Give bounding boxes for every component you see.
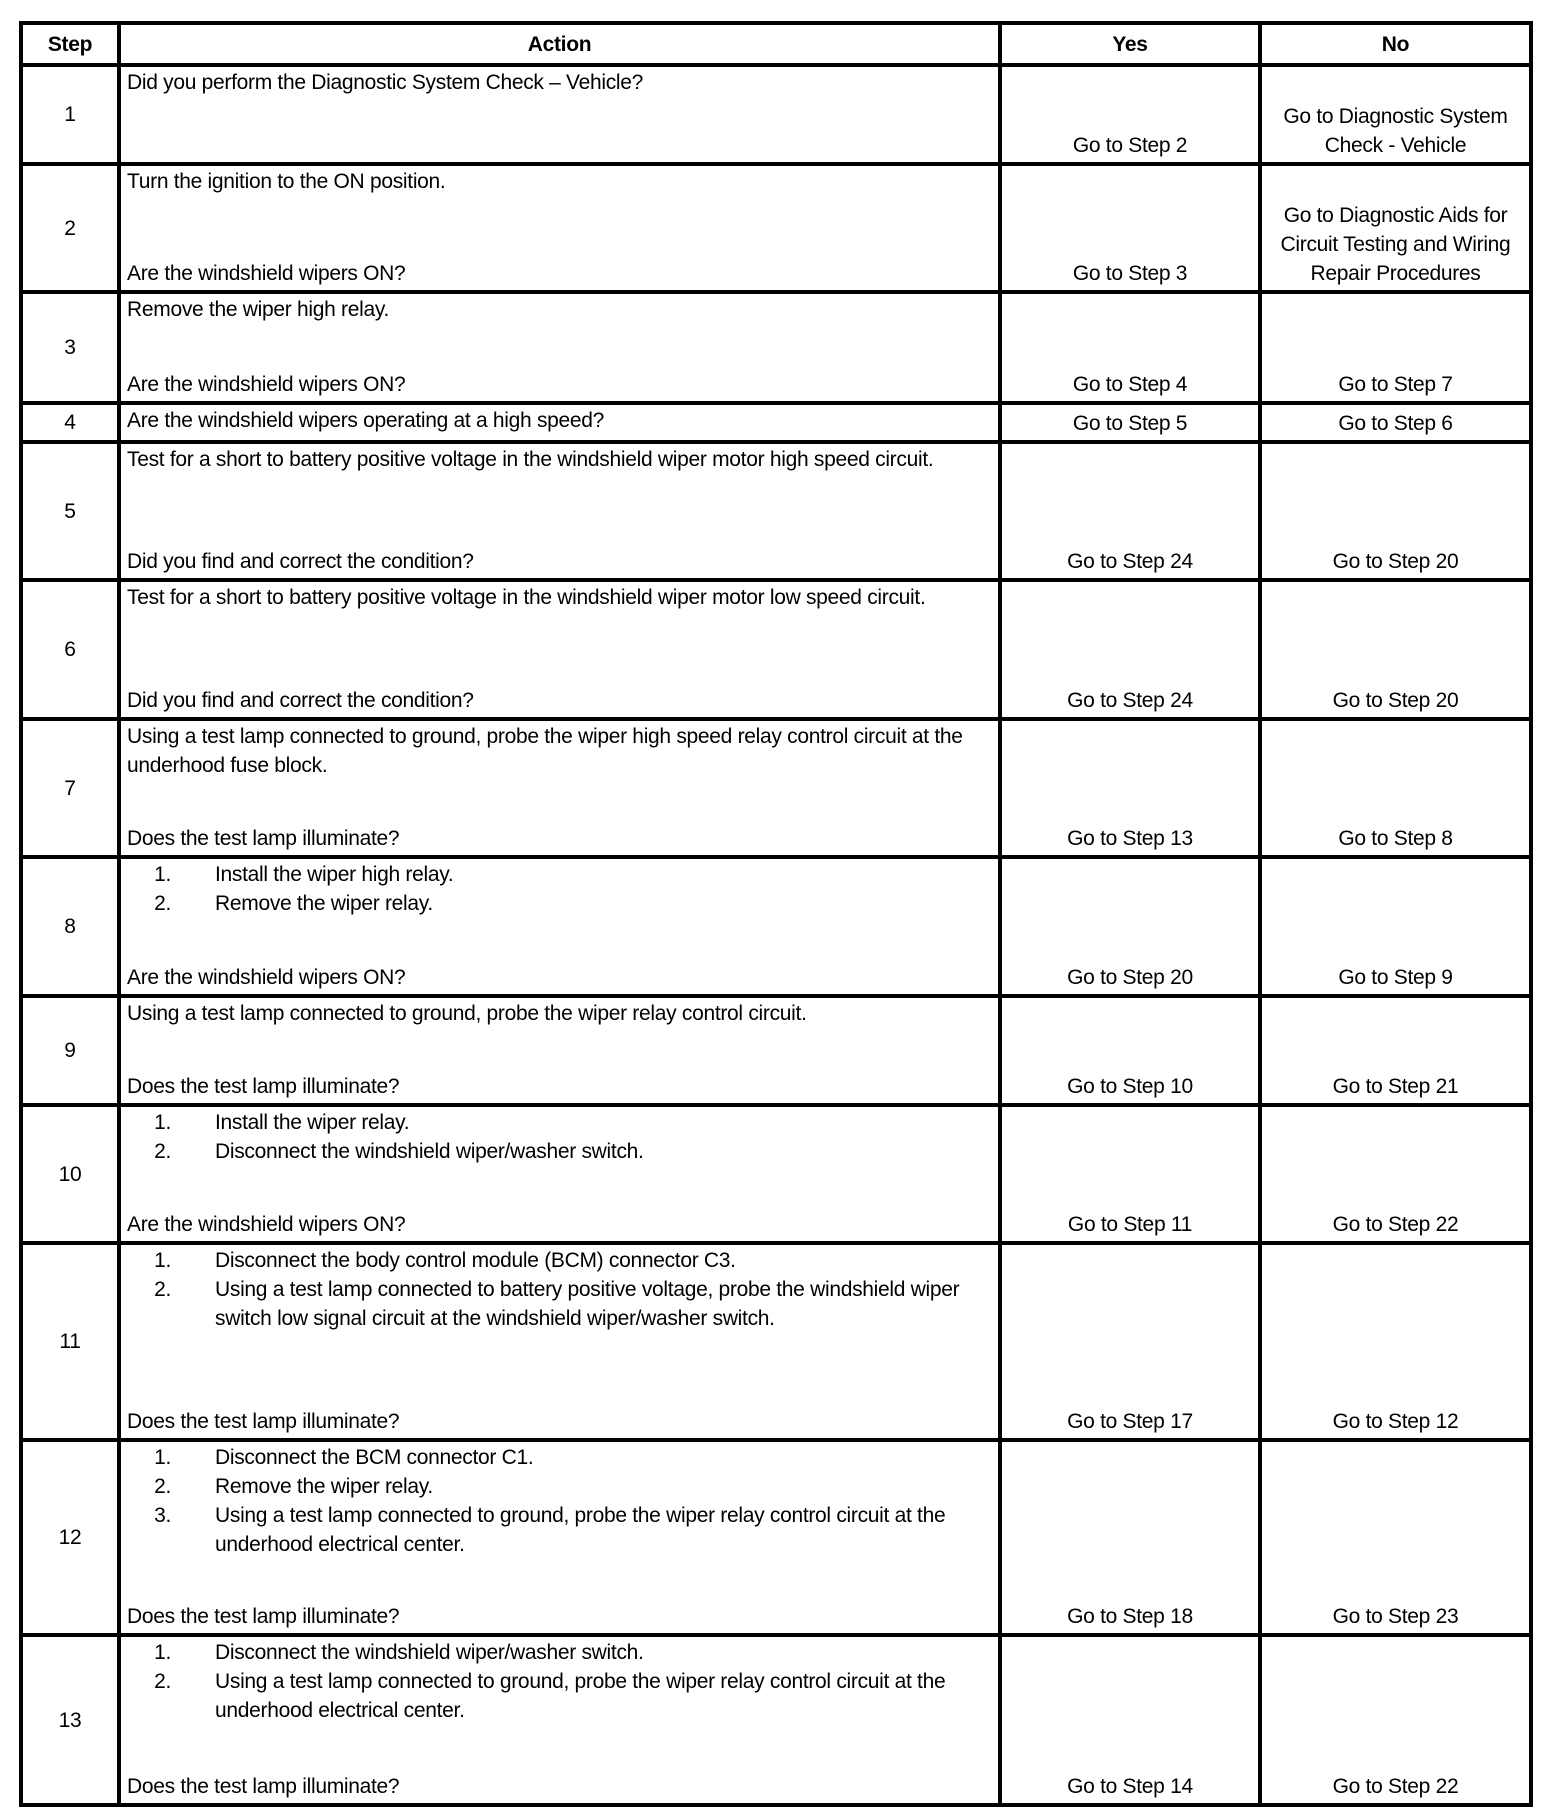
action-content <box>127 68 992 160</box>
no-result: Go to Step 21 <box>1260 996 1531 1105</box>
action-text: Using a test lamp connected to ground, probe the wiper relay control circuit. <box>127 1002 807 1025</box>
action-cell <box>119 1635 1000 1805</box>
action-step-item: 1. Disconnect the BCM connector C1. <box>171 1443 992 1472</box>
yes-result: Go to Step 17 <box>1000 1243 1260 1440</box>
yes-result: Go to Step 5 <box>1000 403 1260 442</box>
action-instructions <box>127 1108 992 1166</box>
action-question: Does the test lamp illuminate? <box>127 1410 400 1433</box>
yes-result: Go to Step 24 <box>1000 442 1260 580</box>
no-result: Go to Step 23 <box>1260 1440 1531 1635</box>
action-cell <box>119 1440 1000 1635</box>
action-text: Remove the wiper high relay. <box>127 298 390 321</box>
action-steps-list <box>127 1108 992 1166</box>
no-result: Go to Step 12 <box>1260 1243 1531 1440</box>
step-number: 8 <box>21 857 119 996</box>
action-question: Does the test lamp illuminate? <box>127 827 400 850</box>
table-row <box>21 580 1531 719</box>
no-result: Go to Diagnostic Aids for Circuit Testing and Wiring Repair Procedures <box>1260 164 1531 292</box>
action-cell <box>119 65 1000 164</box>
yes-result: Go to Step 2 <box>1000 65 1260 164</box>
step-number: 9 <box>21 996 119 1105</box>
yes-result: Go to Step 4 <box>1000 292 1260 403</box>
table-row <box>21 403 1531 442</box>
action-instructions <box>127 583 992 612</box>
action-text: Turn the ignition to the ON position. <box>127 170 446 193</box>
table-row <box>21 857 1531 996</box>
header-row <box>21 23 1531 65</box>
no-result: Go to Step 20 <box>1260 580 1531 719</box>
action-text: Using a test lamp connected to ground, probe the wiper high speed relay control circuit at the underhood fuse block. <box>127 725 963 777</box>
action-cell <box>119 996 1000 1105</box>
no-result: Go to Step 6 <box>1260 403 1531 442</box>
action-instructions <box>127 860 992 918</box>
action-question: Does the test lamp illuminate? <box>127 1075 400 1098</box>
step-number: 2 <box>21 164 119 292</box>
table-body <box>21 65 1531 1805</box>
action-question: Does the test lamp illuminate? <box>127 1775 400 1798</box>
action-step-item: 2. Remove the wiper relay. <box>171 1472 992 1501</box>
action-cell <box>119 442 1000 580</box>
action-question: Are the windshield wipers ON? <box>127 262 406 285</box>
yes-result: Go to Step 11 <box>1000 1105 1260 1243</box>
step-number: 10 <box>21 1105 119 1243</box>
action-question: Are the windshield wipers ON? <box>127 373 406 396</box>
table-row <box>21 1440 1531 1635</box>
step-number: 13 <box>21 1635 119 1805</box>
action-step-item: 1. Disconnect the windshield wiper/washer switch. <box>171 1638 992 1667</box>
action-question: Are the windshield wipers ON? <box>127 1213 406 1236</box>
action-text: Test for a short to battery positive voltage in the windshield wiper motor low speed circuit. <box>127 586 926 609</box>
diagnostic-table <box>19 21 1533 1807</box>
yes-result: Go to Step 14 <box>1000 1635 1260 1805</box>
action-step-item: 2. Remove the wiper relay. <box>171 889 992 918</box>
table-row <box>21 719 1531 857</box>
action-cell <box>119 164 1000 292</box>
step-number: 3 <box>21 292 119 403</box>
table-row <box>21 442 1531 580</box>
action-cell <box>119 1243 1000 1440</box>
action-text: Did you perform the Diagnostic System Check – Vehicle? <box>127 71 644 94</box>
action-content <box>127 406 992 438</box>
action-steps-list <box>127 1638 992 1725</box>
action-question: Are the windshield wipers operating at a high speed? <box>127 409 605 432</box>
action-question: Are the windshield wipers ON? <box>127 966 406 989</box>
header-action: Action <box>119 23 1000 65</box>
action-content <box>127 1108 992 1239</box>
action-steps-list <box>127 860 992 918</box>
action-text: Test for a short to battery positive voltage in the windshield wiper motor high speed circuit. <box>127 448 934 471</box>
header-no: No <box>1260 23 1531 65</box>
yes-result: Go to Step 3 <box>1000 164 1260 292</box>
action-instructions <box>127 1246 992 1333</box>
action-instructions <box>127 445 992 474</box>
action-question: Does the test lamp illuminate? <box>127 1605 400 1628</box>
table-row <box>21 292 1531 403</box>
action-instructions <box>127 999 992 1028</box>
action-question: Did you find and correct the condition? <box>127 550 474 573</box>
yes-result: Go to Step 10 <box>1000 996 1260 1105</box>
action-cell <box>119 719 1000 857</box>
action-content <box>127 860 992 992</box>
action-content <box>127 1638 992 1801</box>
yes-result: Go to Step 18 <box>1000 1440 1260 1635</box>
table-row <box>21 1243 1531 1440</box>
table-row <box>21 1635 1531 1805</box>
action-content <box>127 167 992 288</box>
action-cell <box>119 403 1000 442</box>
action-instructions <box>127 1443 992 1559</box>
action-instructions <box>127 295 992 324</box>
step-number: 12 <box>21 1440 119 1635</box>
no-result: Go to Step 7 <box>1260 292 1531 403</box>
action-step-item: 2. Disconnect the windshield wiper/washer switch. <box>171 1137 992 1166</box>
action-step-item: 1. Install the wiper high relay. <box>171 860 992 889</box>
action-instructions <box>127 722 992 780</box>
yes-result: Go to Step 13 <box>1000 719 1260 857</box>
step-number: 11 <box>21 1243 119 1440</box>
action-step-item: 2. Using a test lamp connected to ground, probe the wiper relay control circuit at the underhood electrical center. <box>171 1667 992 1725</box>
action-instructions <box>127 167 992 196</box>
step-number: 7 <box>21 719 119 857</box>
step-number: 1 <box>21 65 119 164</box>
action-instructions <box>127 1638 992 1725</box>
action-content <box>127 1246 992 1436</box>
step-number: 5 <box>21 442 119 580</box>
action-content <box>127 999 992 1101</box>
action-content <box>127 295 992 399</box>
action-step-item: 3. Using a test lamp connected to ground, probe the wiper relay control circuit at the underhood electrical center. <box>171 1501 992 1559</box>
step-number: 6 <box>21 580 119 719</box>
action-content <box>127 1443 992 1631</box>
action-cell <box>119 292 1000 403</box>
no-result: Go to Step 9 <box>1260 857 1531 996</box>
no-result: Go to Step 20 <box>1260 442 1531 580</box>
action-step-item: 2. Using a test lamp connected to battery positive voltage, probe the windshield wiper switch low signal circuit at the windshield wiper/washer switch. <box>171 1275 992 1333</box>
step-number: 4 <box>21 403 119 442</box>
yes-result: Go to Step 24 <box>1000 580 1260 719</box>
action-step-item: 1. Disconnect the body control module (BCM) connector C3. <box>171 1246 992 1275</box>
action-cell <box>119 857 1000 996</box>
no-result: Go to Step 22 <box>1260 1105 1531 1243</box>
no-result: Go to Step 22 <box>1260 1635 1531 1805</box>
yes-result: Go to Step 20 <box>1000 857 1260 996</box>
action-content <box>127 445 992 576</box>
action-content <box>127 722 992 853</box>
action-instructions <box>127 68 992 97</box>
action-steps-list <box>127 1246 992 1333</box>
action-cell <box>119 580 1000 719</box>
header-step: Step <box>21 23 119 65</box>
table-row <box>21 996 1531 1105</box>
action-question: Did you find and correct the condition? <box>127 689 474 712</box>
header-yes: Yes <box>1000 23 1260 65</box>
table-row <box>21 65 1531 164</box>
table-row <box>21 1105 1531 1243</box>
no-result: Go to Step 8 <box>1260 719 1531 857</box>
action-content <box>127 583 992 715</box>
action-cell <box>119 1105 1000 1243</box>
table-row <box>21 164 1531 292</box>
action-step-item: 1. Install the wiper relay. <box>171 1108 992 1137</box>
no-result: Go to Diagnostic System Check - Vehicle <box>1260 65 1531 164</box>
action-steps-list <box>127 1443 992 1559</box>
